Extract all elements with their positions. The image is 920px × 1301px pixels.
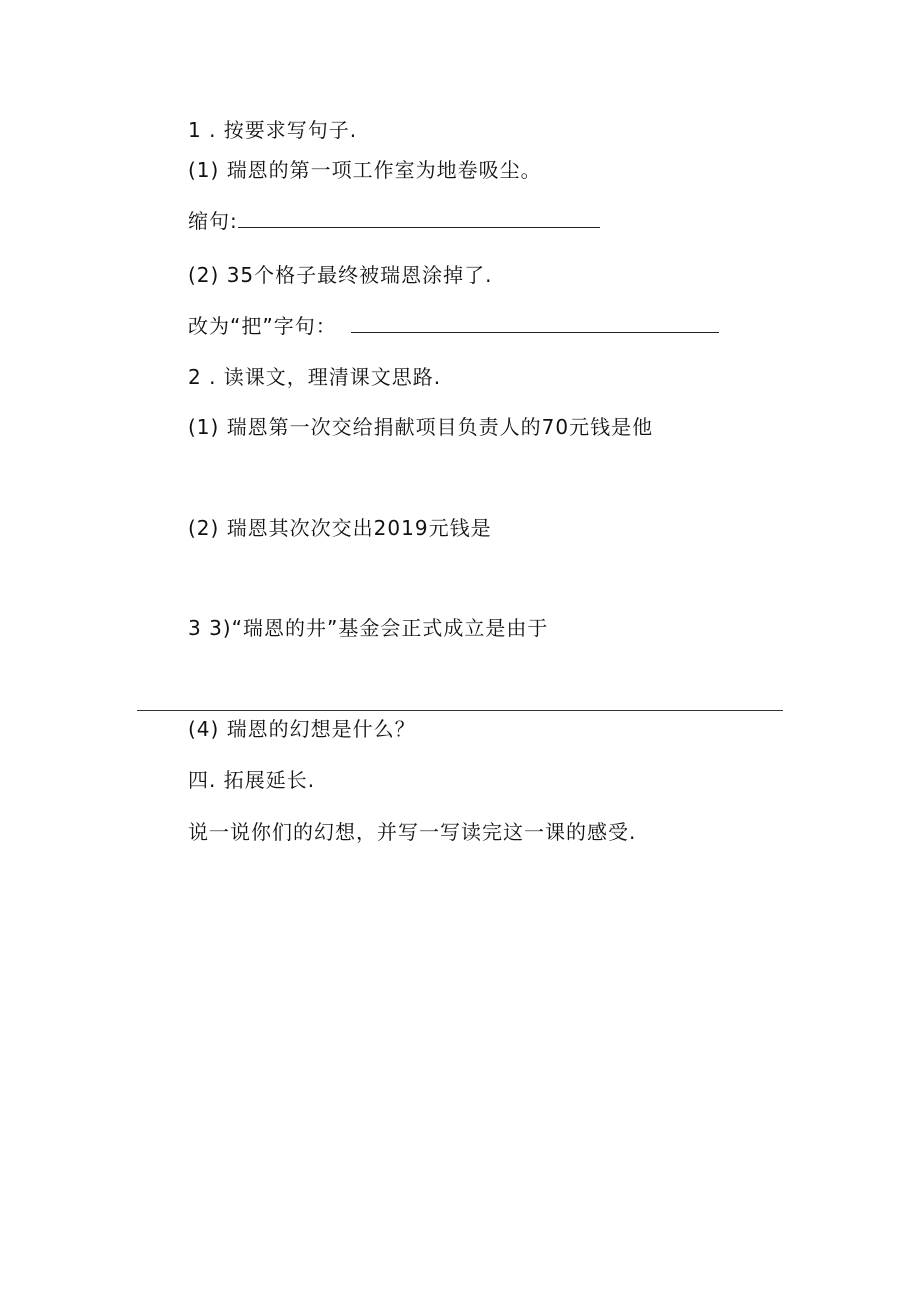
- question-2-heading: 2 . 读课文，理清课文思路.: [188, 365, 442, 389]
- question-1-item-1: (1) 瑞恩的第一项工作室为地卷吸尘。: [188, 158, 542, 182]
- section-4-heading: 四. 拓展延长.: [188, 768, 316, 792]
- question-2-item-3: 3 3)“瑞恩的井”基金会正式成立是由于: [188, 616, 549, 640]
- question-1-answer-1-row: [188, 208, 600, 234]
- question-1-answer-2-row: [188, 313, 719, 339]
- condense-sentence-label: 缩句:: [188, 209, 238, 233]
- question-2-item-2: (2) 瑞恩其次次交出2019元钱是: [188, 516, 492, 540]
- ba-sentence-label: 改为“把”字句：: [188, 314, 337, 338]
- question-2-item-4: (4) 瑞恩的幻想是什么？: [188, 717, 416, 741]
- answer-blank-2[interactable]: [351, 314, 719, 333]
- question-1-item-2: (2) 35个格子最终被瑞恩涂掉了.: [188, 263, 493, 287]
- answer-line-3[interactable]: [137, 710, 783, 711]
- question-1-heading: 1 . 按要求写句子.: [188, 118, 358, 142]
- question-2-item-1: (1) 瑞恩第一次交给捐献项目负责人的70元钱是他: [188, 415, 654, 439]
- section-4-body: 说一说你们的幻想，并写一写读完这一课的感受.: [188, 820, 637, 844]
- answer-blank-1[interactable]: [238, 209, 600, 228]
